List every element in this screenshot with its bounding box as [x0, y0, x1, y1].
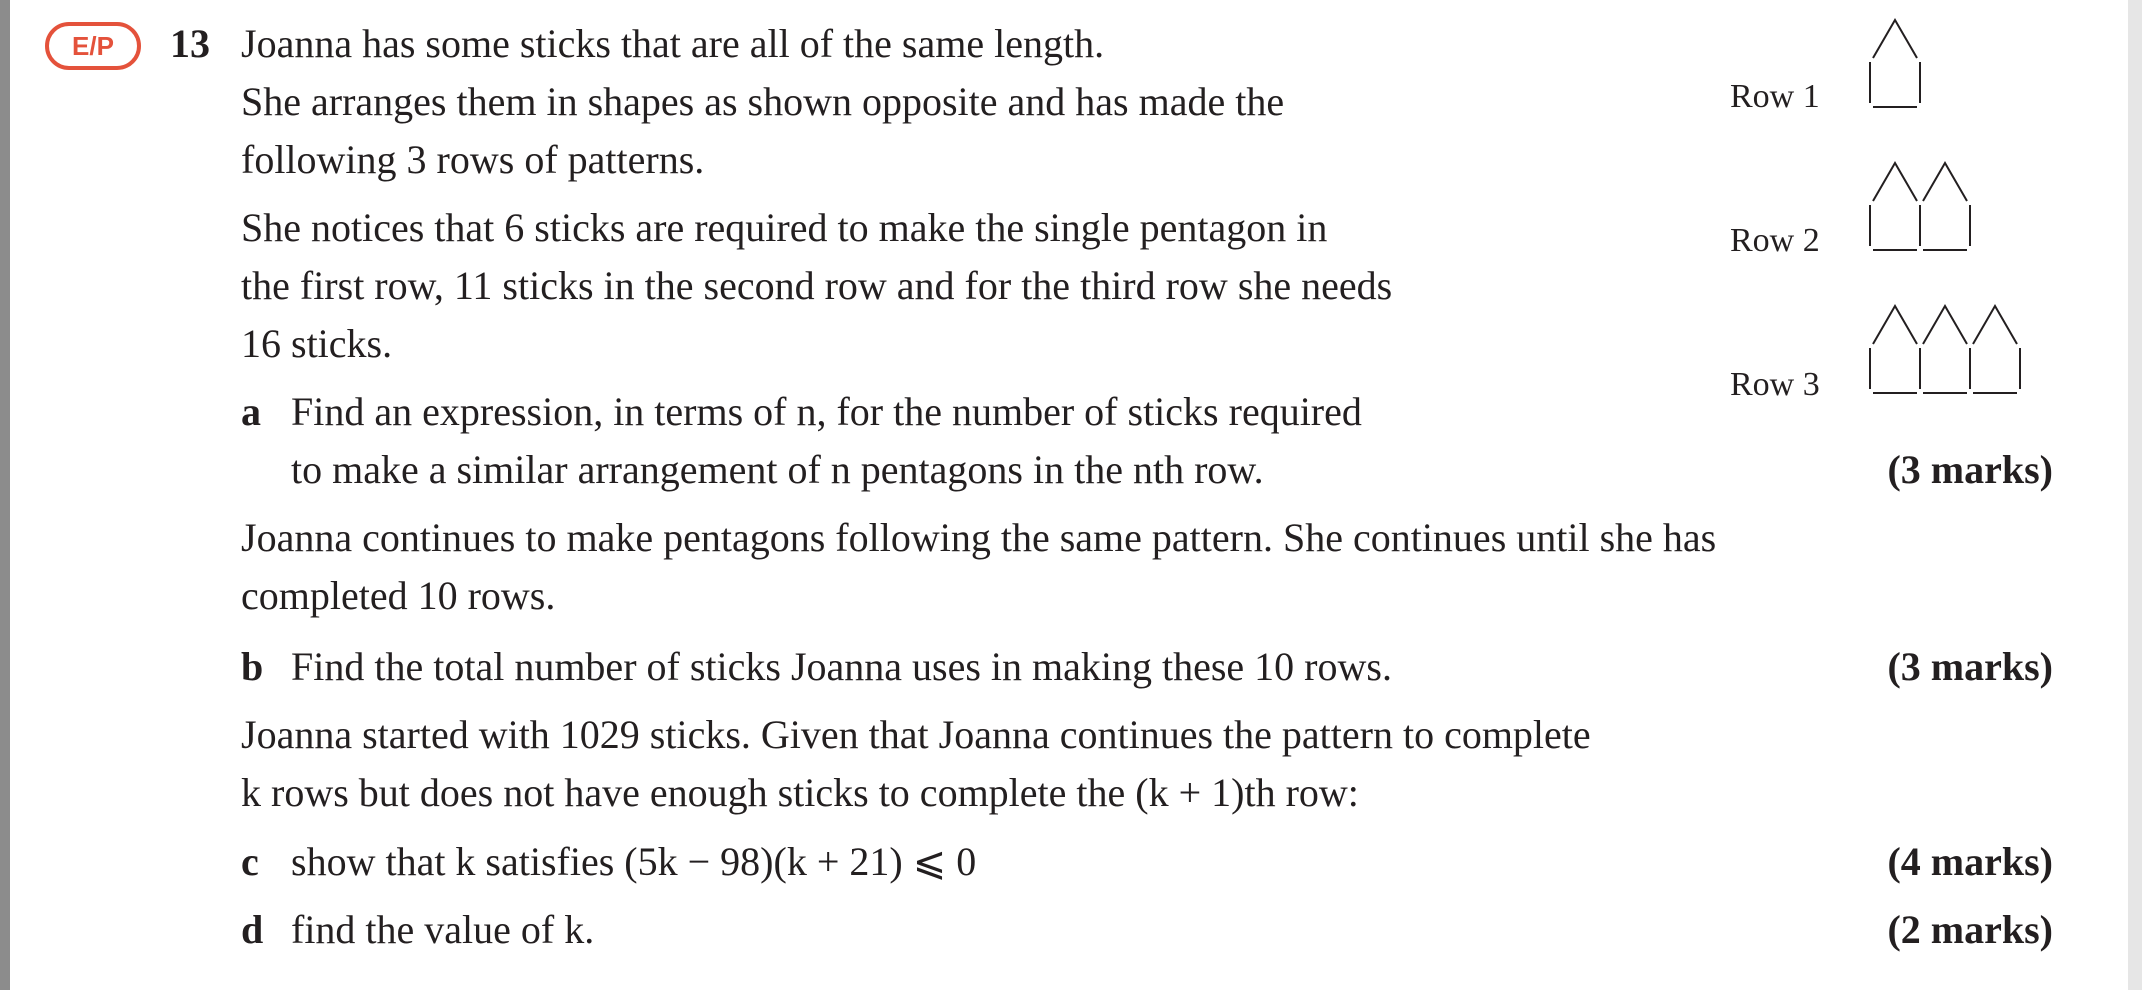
intro-line-3: following 3 rows of patterns. — [241, 137, 705, 182]
part-a-line-2: to make a similar arrangement of n pentagons in the nth row. — [291, 447, 1264, 492]
para2-line-1: Joanna continues to make pentagons following the same pattern. She continues until she has — [241, 515, 1717, 560]
intro-line-4: She notices that 6 sticks are required to make the single pentagon in — [241, 205, 1328, 250]
row-1-label: Row 1 — [1730, 78, 1820, 115]
right-edge-bar — [2128, 0, 2142, 990]
intro-line-2: She arranges them in shapes as shown opposite and has made the — [241, 79, 1285, 124]
pentagon-row-1 — [1870, 20, 1920, 107]
intro-line-1: Joanna has some sticks that are all of the same length. — [241, 21, 1105, 66]
para2-line-2: completed 10 rows. — [241, 573, 556, 618]
part-a-line-1: Find an expression, in terms of n, for the number of sticks required — [291, 389, 1362, 434]
part-c-marks: (4 marks) — [1887, 839, 2053, 884]
part-c-label: c — [241, 839, 259, 884]
para3-line-2: k rows but does not have enough sticks to complete the (k + 1)th row: — [241, 770, 1359, 815]
row-2-label: Row 2 — [1730, 222, 1820, 259]
pentagon-sticks-row-2 — [1870, 163, 1970, 250]
pentagon-pattern-figure — [1870, 20, 2070, 420]
part-d-text: find the value of k. — [291, 907, 595, 952]
pentagon-row-3 — [1870, 306, 2020, 393]
part-b-text: Find the total number of sticks Joanna uses in making these 10 rows. — [291, 644, 1392, 689]
question-number: 13 — [170, 21, 210, 66]
intro-line-5: the first row, 11 sticks in the second row and for the third row she needs — [241, 263, 1393, 308]
part-a-label: a — [241, 389, 261, 434]
part-c-text: show that k satisfies (5k − 98)(k + 21) ⩽ 0 — [291, 839, 977, 884]
para3-line-1: Joanna started with 1029 sticks. Given that Joanna continues the pattern to complete — [241, 712, 1591, 757]
pentagon-row-2 — [1870, 163, 1970, 250]
row-3-label: Row 3 — [1730, 366, 1820, 403]
part-d-label: d — [241, 907, 264, 952]
part-b-label: b — [241, 644, 264, 689]
left-edge-bar — [0, 0, 10, 990]
pentagon-sticks-row-1 — [1870, 20, 1920, 107]
exam-practice-badge: E/P — [45, 22, 141, 70]
pentagon-sticks-row-3 — [1870, 306, 2020, 393]
part-d-marks: (2 marks) — [1887, 907, 2053, 952]
part-b-marks: (3 marks) — [1887, 644, 2053, 689]
part-a-marks: (3 marks) — [1887, 447, 2053, 492]
intro-line-6: 16 sticks. — [241, 321, 393, 366]
